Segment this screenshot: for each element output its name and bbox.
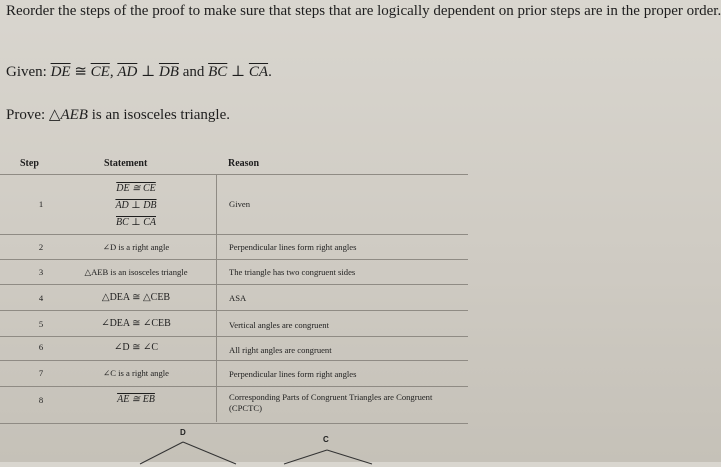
header-reason: Reason [228, 158, 260, 169]
statement-cell: △AEB is an isosceles triangle [84, 267, 188, 277]
step-number: 5 [38, 319, 44, 329]
segment-line [183, 442, 236, 464]
reason-cell: The triangle has two congruent sides [229, 267, 356, 277]
proof-row-7[interactable] [0, 360, 468, 387]
prove-statement [6, 105, 230, 124]
statement-cell: ∠C is a right angle [103, 368, 169, 378]
perpendicular-symbol: ⊥ [137, 64, 159, 80]
proof-row-4[interactable] [0, 284, 468, 311]
header-statement: Statement [104, 158, 148, 169]
geometry-diagram [0, 420, 512, 462]
step-number: 7 [38, 368, 44, 378]
given-segment-ad: $\overline{AD}$ [117, 64, 138, 80]
diagram-figure [0, 420, 512, 462]
header-step: Step [20, 158, 39, 169]
step-number: 1 [38, 199, 44, 209]
given-label: Given: [6, 64, 47, 80]
given-segment-ca: $\overline{CA}$ [248, 64, 269, 80]
statement-cell: ∠DEA ≅ ∠CEB [101, 318, 171, 329]
reason-cell: Given [229, 199, 251, 209]
statement-cell: △DEA ≅ △CEB [101, 292, 171, 303]
segment-line [284, 450, 327, 464]
given-segment-bc: $\overline{BC}$ [208, 64, 228, 80]
proof-row-1[interactable] [0, 174, 468, 235]
statement-cell: ∠D is a right angle [102, 242, 170, 252]
table-header [0, 152, 512, 174]
proof-row-2[interactable] [0, 234, 468, 260]
perpendicular-symbol: ⊥ [227, 64, 249, 80]
reason-cell: Perpendicular lines form right angles [229, 369, 357, 379]
prove-label: Prove: [6, 107, 49, 123]
statement-cell: ∠D ≅ ∠C [113, 342, 159, 353]
reason-cell: Perpendicular lines form right angles [229, 242, 357, 252]
point-label-d: D [180, 428, 186, 437]
prove-text: is an isosceles triangle. [87, 107, 230, 123]
step-number: 3 [38, 267, 44, 277]
proof-row-3[interactable] [0, 259, 468, 285]
statement-cell: DE ≅ CE AD ⊥ DB BC ⊥ CA [115, 183, 157, 228]
given-segment-de: $\overline{DE}$ [50, 64, 71, 80]
given-statement: Given: $\overline{DE}$ ≅ $\overline{CE}$, $\overline{AD}$ ⊥ $\overline{DB}$ and $\overline{BC}$ ⊥ $\overline{CA}$. [6, 64, 272, 80]
reason-cell: Vertical angles are congruent [229, 320, 329, 330]
segment-line [327, 450, 372, 464]
reason-cell: All right angles are congruent [229, 345, 332, 355]
given-segment-ce: $\overline{CE}$ [90, 64, 110, 80]
step-number: 2 [38, 242, 44, 252]
reason-cell: Corresponding Parts of Congruent Triangles are Congruent (CPCTC) [229, 392, 433, 413]
proof-row-5[interactable] [0, 310, 468, 337]
reason-cell: ASA [229, 293, 247, 303]
step-number: 8 [38, 395, 44, 405]
proof-row-8[interactable] [0, 386, 468, 424]
step-number: 6 [38, 342, 44, 352]
point-label-c: C [323, 435, 329, 444]
congruent-symbol: ≅ [70, 64, 91, 80]
proof-row-6[interactable] [0, 336, 468, 361]
given-segment-db: $\overline{DB}$ [158, 64, 179, 80]
instructions-text: Reorder the steps of the proof to make sure that steps that are logically dependent on prior steps are in the proper order. [6, 3, 721, 19]
step-number: 4 [38, 293, 44, 303]
segment-line [140, 442, 183, 464]
prove-triangle: △AEB [48, 107, 88, 123]
statement-cell: AE ≅ EB [117, 394, 155, 405]
